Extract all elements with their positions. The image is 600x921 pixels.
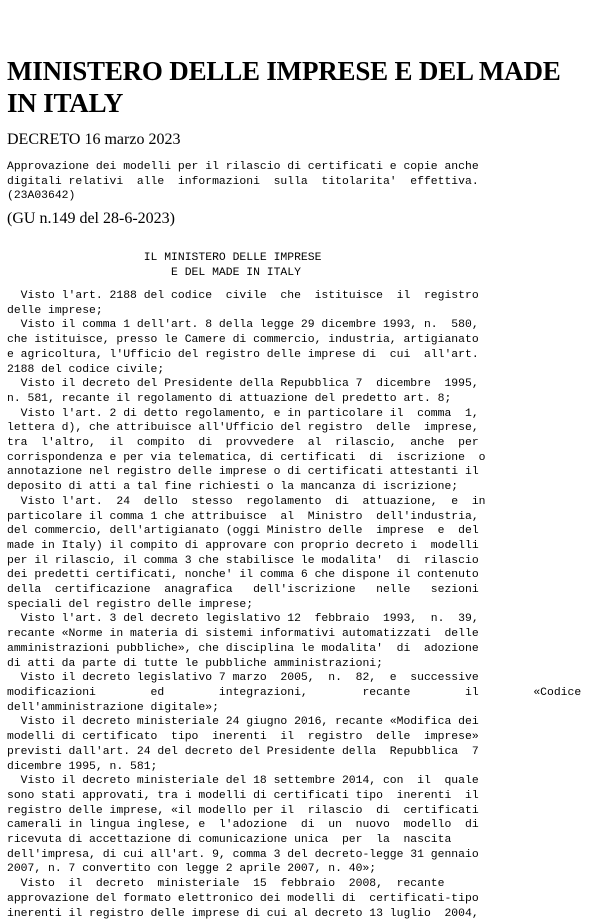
decree-date: DECRETO 16 marzo 2023	[7, 131, 181, 148]
body-line: made in Italy) il compito di approvare con proprio decreto i modelli	[7, 539, 479, 552]
body-line: Visto l'art. 24 dello stesso regolamento di attuazione, e in	[7, 495, 486, 508]
body-line: sono stati approvati, tra i modelli di certificati tipo inerenti il	[7, 789, 479, 802]
body-line: speciali del registro delle imprese;	[7, 598, 254, 611]
body-line: e agricoltura, l'Ufficio del registro delle imprese di cui all'art.	[7, 348, 479, 361]
issuing-authority	[7, 251, 321, 280]
body-line: Visto il decreto ministeriale 24 giugno 2016, recante «Modifica dei	[7, 716, 479, 729]
gazette-reference: (GU n.149 del 28-6-2023)	[7, 210, 175, 227]
body-line: n. 581, recante il regolamento di attuazione del predetto art. 8;	[7, 392, 452, 405]
body-line: annotazione nel registro delle imprese o di certificati attestanti il	[7, 466, 479, 479]
body-line: Visto l'art. 2188 del codice civile che istituisce il registro	[7, 290, 479, 302]
body-line: lettera d), che attribuisce all'Ufficio del registro delle imprese,	[7, 422, 479, 435]
body-line: della certificazione anagrafica dell'iscrizione nelle sezioni	[7, 584, 479, 597]
subject-line: digitali relativi alle informazioni sulla titolarita' effettiva.	[7, 175, 479, 188]
ministry-title: MINISTERO DELLE IMPRESE E DEL MADE IN ITALY	[7, 56, 561, 118]
body-line: 2188 del codice civile;	[7, 363, 165, 376]
decree-subject	[7, 160, 479, 204]
decree-body	[7, 289, 581, 921]
body-line: registro delle imprese, «il modello per il rilascio di certificati	[7, 804, 479, 817]
body-line: che istituisce, presso le Camere di commercio, industria, artigianato	[7, 334, 479, 347]
body-line: camerali in lingua inglese, e l'adozione di un nuovo modello di	[7, 819, 479, 832]
subject-line: Approvazione dei modelli per il rilascio di certificati e copie anche	[7, 161, 479, 173]
authority-line: IL MINISTERO DELLE IMPRESE	[7, 252, 322, 264]
subject-line: (23A03642)	[7, 190, 76, 203]
body-line: 2007, n. 7 convertito con legge 2 aprile 2007, n. 40»;	[7, 863, 377, 876]
body-line: dicembre 1995, n. 581;	[7, 760, 158, 773]
body-line: Visto il decreto ministeriale 15 febbraio 2008, recante	[7, 878, 445, 891]
body-line: Visto il decreto del Presidente della Repubblica 7 dicembre 1995,	[7, 378, 479, 391]
body-line: Visto l'art. 3 del decreto legislativo 12 febbraio 1993, n. 39,	[7, 613, 479, 626]
body-line: previsti dall'art. 24 del decreto del Presidente della Repubblica 7	[7, 745, 479, 758]
body-line: per il rilascio, il comma 3 che stabilisce le modalita' di rilascio	[7, 554, 479, 567]
body-line: del commercio, dell'artigianato (oggi Ministro delle imprese e del	[7, 525, 479, 538]
body-line: recante «Norme in materia di sistemi informativi automatizzati delle	[7, 628, 479, 641]
body-line: Visto il comma 1 dell'art. 8 della legge 29 dicembre 1993, n. 580,	[7, 319, 479, 332]
authority-line: E DEL MADE IN ITALY	[7, 266, 301, 279]
body-line: Visto il decreto ministeriale del 18 settembre 2014, con il quale	[7, 775, 479, 788]
body-line: Visto il decreto legislativo 7 marzo 2005, n. 82, e successive	[7, 672, 479, 685]
body-line: amministrazioni pubbliche», che disciplina le modalita' di adozione	[7, 642, 479, 655]
body-line: dell'amministrazione digitale»;	[7, 701, 219, 714]
body-line: dei predetti certificati, nonche' il comma 6 che dispone il contenuto	[7, 569, 479, 582]
body-line: particolare il comma 1 che attribuisce al Ministro dell'industria,	[7, 510, 479, 523]
body-line: tra l'altro, il compito di provvedere al rilascio, anche per	[7, 437, 479, 450]
body-line: corrispondenza e per via telematica, di certificati di iscrizione o	[7, 451, 486, 464]
body-line: Visto l'art. 2 di detto regolamento, e in particolare il comma 1,	[7, 407, 479, 420]
body-line: approvazione del formato elettronico dei modelli di certificati-tipo	[7, 892, 479, 905]
body-line: modificazioni ed integrazioni, recante il «Codice	[7, 686, 582, 699]
body-line: di atti da parte di tutte le pubbliche amministrazioni;	[7, 657, 383, 670]
body-line: deposito di atti a tal fine richiesti o la mancanza di iscrizione;	[7, 481, 459, 494]
body-line: modelli di certificato tipo inerenti il registro delle imprese»	[7, 731, 479, 744]
body-line: ricevuta di accettazione di comunicazione unica per la nascita	[7, 834, 452, 847]
body-line: delle imprese;	[7, 304, 103, 317]
body-line: inerenti il registro delle imprese di cui al decreto 13 luglio 2004,	[7, 907, 479, 920]
body-line: dell'impresa, di cui all'art. 9, comma 3 del decreto-legge 31 gennaio	[7, 848, 479, 861]
